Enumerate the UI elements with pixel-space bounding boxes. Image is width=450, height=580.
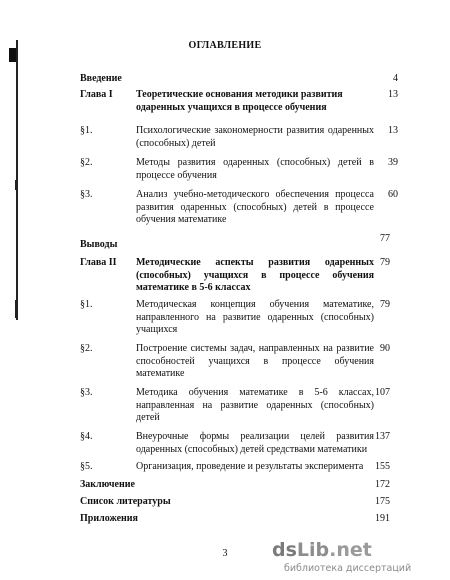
watermark-lib: Lib	[296, 539, 330, 561]
toc-text-ch2-s3: Методика обучения математике в 5-6 классах, направленная на развитие одаренных (способных) детей	[136, 387, 374, 423]
toc-text-chapter-2: Методические аспекты развития одаренных (способных) учащихся в процессе обучения математике в 5-6 классах	[136, 257, 374, 293]
toc-page-ch1-s2: 39	[388, 157, 398, 168]
toc-page-ch2-s4: 137	[375, 431, 390, 442]
toc-page-ch1-s1: 13	[388, 125, 398, 136]
toc-text-ch1-s2: Методы развития одаренных (способных) детей в процессе обучения	[136, 157, 374, 181]
toc-page-ch2-s1: 79	[380, 299, 390, 310]
toc-text-chapter-1: Теоретические основания методики развития одаренных учащихся в процессе обучения	[136, 89, 343, 113]
watermark-ds: ds	[272, 539, 297, 561]
toc-page-intro: 4	[393, 73, 398, 84]
toc-label-chapter-1: Глава I	[80, 89, 113, 100]
watermark	[272, 539, 450, 577]
toc-label-appendix: Приложения	[80, 513, 138, 524]
watermark-net: .net	[329, 539, 372, 561]
toc-text-ch1-s3: Анализ учебно-методического обеспечения процесса развития одаренных (способных) детей в процессе обучения математике	[136, 189, 374, 225]
toc-page-appendix: 191	[375, 513, 390, 524]
toc-text-ch2-s2: Построение системы задач, направленных на развитие способностей учащихся в процессе обучения математике	[136, 343, 374, 379]
toc-page-references: 175	[375, 496, 390, 507]
page-number: 3	[222, 548, 228, 559]
toc-label-ch2-s1: §1.	[80, 299, 93, 310]
toc-label-ch2-s5: §5.	[80, 461, 93, 472]
toc-text-ch2-s4: Внеурочные формы реализации целей развития одаренных (способных) детей средствами математики	[136, 431, 374, 455]
toc-page-chapter-2: 79	[380, 257, 390, 268]
toc-page-ch1-s3: 60	[388, 189, 398, 200]
toc-label-ch2-s4: §4.	[80, 431, 93, 442]
toc-text-ch1-s1: Психологические закономерности развития одаренных (способных) детей	[136, 125, 374, 149]
toc-page-ch2-s2: 90	[380, 343, 390, 354]
toc-label-ch1-s2: §2.	[80, 157, 93, 168]
toc-page-conclusions: 77	[380, 233, 390, 244]
scan-mark	[15, 180, 18, 190]
toc-text-ch2-s5: Организация, проведение и результаты эксперимента	[136, 461, 364, 472]
toc-label-chapter-2: Глава II	[80, 257, 117, 268]
toc-label-ch2-s3: §3.	[80, 387, 93, 398]
toc-label-references: Список литературы	[80, 496, 171, 507]
toc-label-ch1-s1: §1.	[80, 125, 93, 136]
toc-page-ch2-s3: 107	[375, 387, 390, 398]
toc-page-ch2-s5: 155	[375, 461, 390, 472]
toc-label-intro: Введение	[80, 73, 122, 84]
toc-text-ch2-s1: Методическая концепция обучения математике, направленного на развитие одаренных (способных) учащихся	[136, 299, 374, 335]
toc-label-ch2-s2: §2.	[80, 343, 93, 354]
page-title: ОГЛАВЛЕНИЕ	[188, 40, 262, 51]
toc-label-conclusions: Выводы	[80, 239, 118, 250]
toc-label-ch1-s3: §3.	[80, 189, 93, 200]
toc-page-final: 172	[375, 479, 390, 490]
watermark-subtitle: библиотека диссертаций	[284, 563, 412, 574]
toc-label-final: Заключение	[80, 479, 135, 490]
toc-page-chapter-1: 13	[388, 89, 398, 100]
watermark-logo	[272, 539, 372, 561]
scan-mark	[15, 300, 18, 318]
